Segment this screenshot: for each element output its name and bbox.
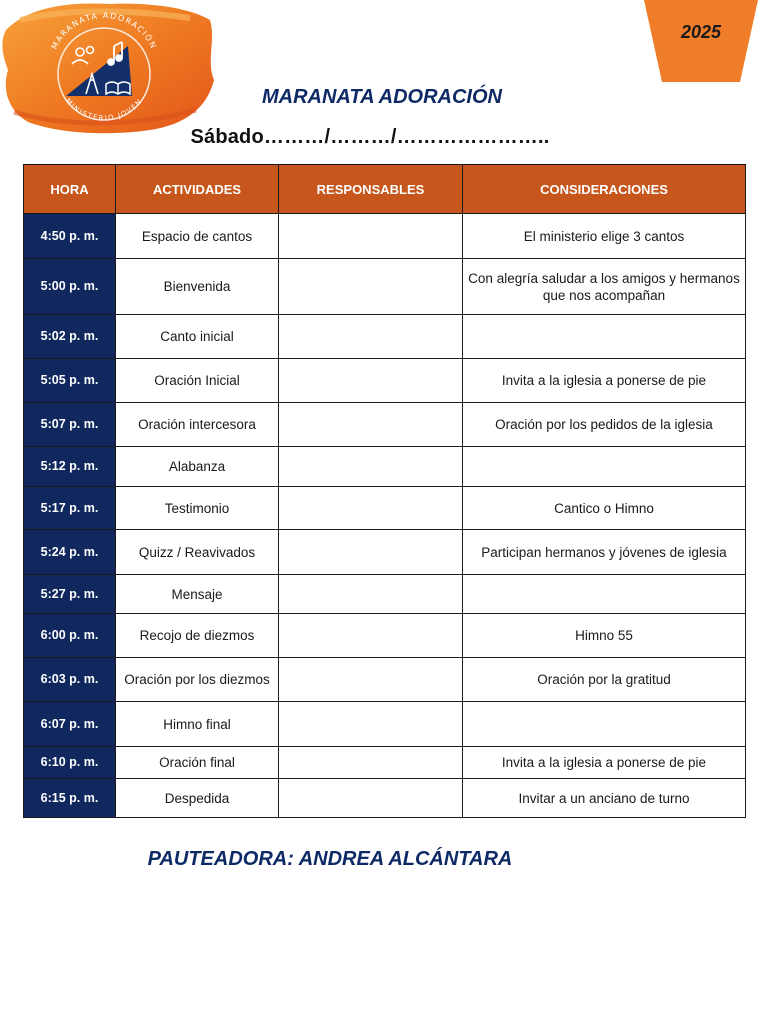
- cell-consideracion: El ministerio elige 3 cantos: [463, 214, 746, 259]
- cell-hora: 6:07 p. m.: [24, 702, 116, 747]
- cell-consideracion: Himno 55: [463, 614, 746, 658]
- cell-responsable: [279, 359, 463, 403]
- cell-actividad: Bienvenida: [116, 259, 279, 315]
- cell-actividad: Testimonio: [116, 487, 279, 530]
- cell-consideracion: [463, 315, 746, 359]
- cell-actividad: Alabanza: [116, 447, 279, 487]
- cell-actividad: Oración final: [116, 747, 279, 779]
- cell-actividad: Oración intercesora: [116, 403, 279, 447]
- cell-hora: 4:50 p. m.: [24, 214, 116, 259]
- table-row: [24, 530, 746, 575]
- cell-hora: 5:24 p. m.: [24, 530, 116, 575]
- cell-hora: 6:03 p. m.: [24, 658, 116, 702]
- table-header-row: [24, 165, 746, 214]
- date-line: Sábado………/………/…………………..: [190, 126, 550, 148]
- cell-actividad: Mensaje: [116, 575, 279, 614]
- cell-hora: 5:27 p. m.: [24, 575, 116, 614]
- cell-responsable: [279, 702, 463, 747]
- cell-actividad: Oración Inicial: [116, 359, 279, 403]
- cell-hora: 5:05 p. m.: [24, 359, 116, 403]
- cell-hora: 6:15 p. m.: [24, 779, 116, 818]
- table-row: [24, 747, 746, 779]
- cell-consideracion: Oración por la gratitud: [463, 658, 746, 702]
- cell-hora: 5:00 p. m.: [24, 259, 116, 315]
- cell-actividad: Espacio de cantos: [116, 214, 279, 259]
- cell-actividad: Canto inicial: [116, 315, 279, 359]
- cell-responsable: [279, 315, 463, 359]
- cell-consideracion: Participan hermanos y jóvenes de iglesia: [463, 530, 746, 575]
- cell-consideracion: Invitar a un anciano de turno: [463, 779, 746, 818]
- header-responsables: RESPONSABLES: [279, 165, 463, 214]
- cell-hora: 6:00 p. m.: [24, 614, 116, 658]
- cell-actividad: Oración por los diezmos: [116, 658, 279, 702]
- organizer-credit: PAUTEADORA: ANDREA ALCÁNTARA: [147, 848, 513, 870]
- table-row: [24, 487, 746, 530]
- table-row: [24, 447, 746, 487]
- cell-responsable: [279, 658, 463, 702]
- cell-responsable: [279, 214, 463, 259]
- cell-actividad: Himno final: [116, 702, 279, 747]
- table-row: [24, 214, 746, 259]
- table-row: [24, 575, 746, 614]
- header-consideraciones: CONSIDERACIONES: [463, 165, 746, 214]
- page-title: MARANATA ADORACIÓN: [262, 86, 502, 108]
- cell-responsable: [279, 779, 463, 818]
- table-row: [24, 315, 746, 359]
- cell-consideracion: [463, 575, 746, 614]
- cell-responsable: [279, 403, 463, 447]
- table-row: [24, 259, 746, 315]
- year-tab: [644, 0, 758, 82]
- header-actividades: ACTIVIDADES: [116, 165, 279, 214]
- cell-consideracion: Con alegría saludar a los amigos y hermanos que nos acompañan: [463, 259, 746, 315]
- schedule-table: [23, 164, 746, 818]
- cell-actividad: Despedida: [116, 779, 279, 818]
- cell-responsable: [279, 530, 463, 575]
- table-row: [24, 359, 746, 403]
- table-row: [24, 658, 746, 702]
- cell-responsable: [279, 575, 463, 614]
- cell-responsable: [279, 259, 463, 315]
- table-row: [24, 779, 746, 818]
- cell-consideracion: Invita a la iglesia a ponerse de pie: [463, 359, 746, 403]
- cell-responsable: [279, 487, 463, 530]
- cell-consideracion: [463, 702, 746, 747]
- header-hora: HORA: [24, 165, 116, 214]
- cell-hora: 6:10 p. m.: [24, 747, 116, 779]
- cell-responsable: [279, 747, 463, 779]
- cell-hora: 5:12 p. m.: [24, 447, 116, 487]
- table-row: [24, 702, 746, 747]
- cell-hora: 5:17 p. m.: [24, 487, 116, 530]
- year-label: 2025: [680, 22, 722, 42]
- cell-consideracion: [463, 447, 746, 487]
- ministry-logo: [0, 0, 218, 138]
- table-row: [24, 403, 746, 447]
- cell-actividad: Quizz / Reavivados: [116, 530, 279, 575]
- cell-consideracion: Invita a la iglesia a ponerse de pie: [463, 747, 746, 779]
- cell-responsable: [279, 614, 463, 658]
- logo-arc-bottom: MINISTERIO JOVEN: [63, 97, 145, 123]
- logo-arc-top: MARANATA ADORACIÓN: [49, 10, 159, 51]
- cell-consideracion: Oración por los pedidos de la iglesia: [463, 403, 746, 447]
- cell-hora: 5:02 p. m.: [24, 315, 116, 359]
- cell-responsable: [279, 447, 463, 487]
- cell-consideracion: Cantico o Himno: [463, 487, 746, 530]
- table-row: [24, 614, 746, 658]
- cell-hora: 5:07 p. m.: [24, 403, 116, 447]
- cell-actividad: Recojo de diezmos: [116, 614, 279, 658]
